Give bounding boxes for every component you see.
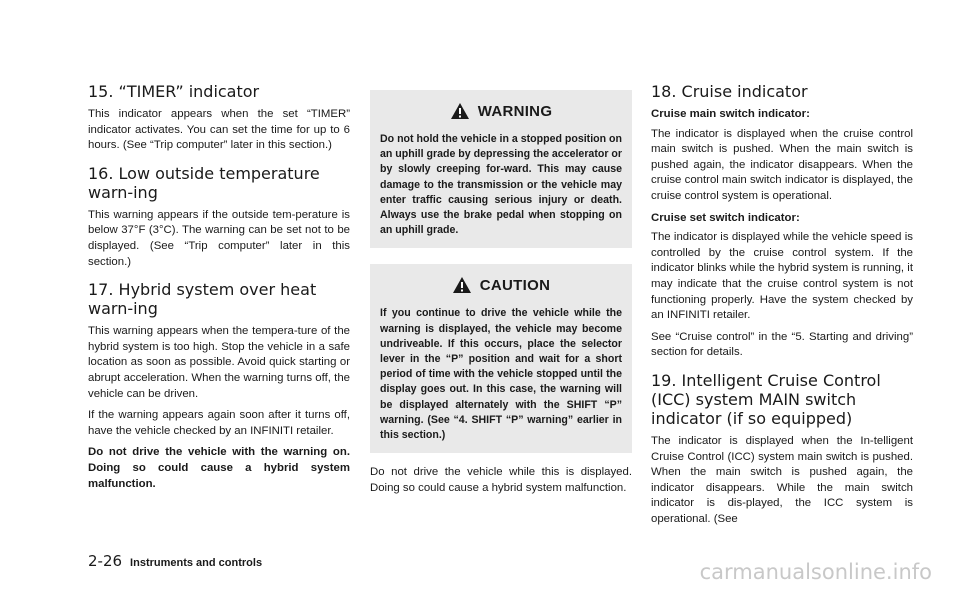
section-15-title: 15. “TIMER” indicator <box>88 82 260 101</box>
caution-text: If you continue to drive the vehicle while the warning is displayed, the vehicle may become undriveable. If this occurs, place the selector lever in the “P” position and wait for a short period of time with the vehicle stopped until the display goes out. In this case, the warning will be displayed alternately with the SHIFT “P” warning. (See “4. SHIFT “P” warning” earlier in this section.) <box>380 307 622 442</box>
after-caution-text: Do not drive the vehicle while this is displayed. Doing so could cause a hybrid system malfunction. <box>370 466 632 494</box>
cruise-main-text: The indicator is displayed when the cruise control main switch is pushed. When the main switch is pushed again, the indicator disappears. When the cruise control main switch indicator is displayed, the cruise control system is operational. <box>651 127 913 202</box>
section-15-text: This indicator appears when the set “TIMER” indicator activates. You can set the time for up to 6 hours. (See “Trip computer” later in this section.) <box>88 108 350 152</box>
section-name: Instruments and controls <box>130 557 263 569</box>
cruise-set-text: The indicator is displayed while the vehicle speed is controlled by the cruise control system. If the indicator blinks while the hybrid system is running, it may indicate that the cruise control system is not functioning properly. Have the system checked by an INFINITI retailer. <box>651 231 913 322</box>
page-footer <box>88 552 262 570</box>
warning-triangle-icon <box>452 276 472 294</box>
warning-box <box>370 90 632 248</box>
section-18-title: 18. Cruise indicator <box>651 82 808 101</box>
cruise-main-subheading: Cruise main switch indicator: <box>651 108 810 120</box>
section-17-text-1: This warning appears when the tempera-ture of the hybrid system is too high. Stop the vehicle in a safe location as soon as possible. Avoid quick starting or abrupt acceleration. When the warning turns off, the vehicle can be driven. <box>88 325 350 400</box>
column-middle <box>370 90 632 502</box>
section-17-title: 17. Hybrid system over heat warn-ing <box>88 280 317 319</box>
warning-text: Do not hold the vehicle in a stopped position on an uphill grade by depressing the accelerator or by slowly creeping for-ward. This may cause damage to the transmission or the vehicle may enter traffic causing serious injury or death. Always use the brake pedal when stopping on an uphill grade. <box>380 133 622 237</box>
section-19-text: The indicator is displayed when the In-telligent Cruise Control (ICC) system main switch is pushed. When the main switch is pushed again, the indicator disappears. While the main switch indicator is dis-played, the ICC system is operational. (See <box>651 434 913 525</box>
cruise-set-subheading: Cruise set switch indicator: <box>651 211 800 224</box>
warning-triangle-icon <box>450 102 470 120</box>
cruise-see-text: See “Cruise control” in the “5. Starting and driving” section for details. <box>651 330 913 359</box>
column-left <box>88 82 350 498</box>
caution-label: CAUTION <box>479 276 551 294</box>
watermark: carmanualsonline.info <box>699 560 932 584</box>
section-19-title: 19. Intelligent Cruise Control (ICC) system MAIN switch indicator (if so equipped) <box>651 370 881 428</box>
section-16-title: 16. Low outside temperature warn-ing <box>88 163 320 202</box>
caution-header <box>380 276 622 294</box>
warning-header <box>380 102 622 120</box>
section-17-text-3: Do not drive the vehicle with the warning on. Doing so could cause a hybrid system malfunction. <box>88 446 350 490</box>
section-17-text-2: If the warning appears again soon after it turns off, have the vehicle checked by an INFINITI retailer. <box>88 409 350 437</box>
page-number: 2-26 <box>88 552 123 570</box>
column-right <box>651 82 913 533</box>
section-16-text: This warning appears if the outside tem-perature is below 37°F (3°C). The warning can be set not to be displayed. (See “Trip computer” later in this section.) <box>88 208 350 268</box>
warning-label: WARNING <box>477 102 553 120</box>
caution-box <box>370 264 632 453</box>
